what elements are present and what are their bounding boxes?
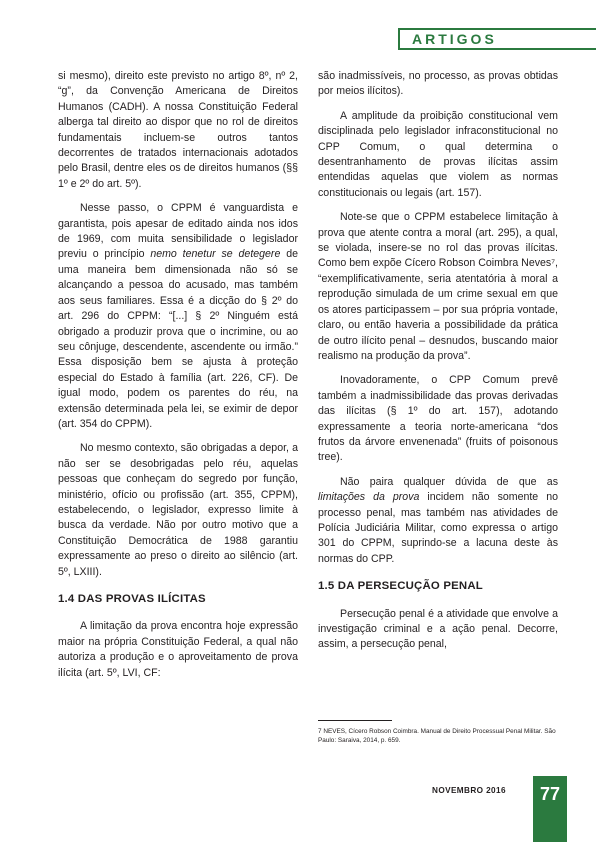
paragraph: são inadmissíveis, no processo, as provas obtidas por meios ilícitos). <box>318 70 558 98</box>
footnote-divider <box>318 720 392 721</box>
paragraph: Não paira qualquer dúvida de que as limitações da prova incidem não somente no processo penal, mas também nas atividades de Polícia Judiciária Militar, como expressa o artigo 301 do CPPM, suprindo-se a lacuna deste às normas do CPP. <box>318 475 558 565</box>
section-heading: 1.5 DA PERSECUÇÃO PENAL <box>318 580 483 593</box>
page-number-tab <box>533 776 567 842</box>
paragraph: Nesse passo, o CPPM é vanguardista e garantista, pois apesar de editado ainda nos idos de 1969, com muita sensibilidade o legislador previu o princípio nemo tenetur se detegere de uma maneira bem dimensionada não só se alcançando a pessoa do acusado, mas também aos seus familiares. Essa é a dicção do § 2º do art. 296 do CPPM: “[...] § 2º Ninguém está obrigado a produzir prova que o incrimine, ou ao seu cônjuge, descendente, ascendente ou irmão.” Essa disposição bem se ajusta à proteção especial do Estado à família (art. 226, CF). De igual modo, podem os parentes do réu, na extensão determinada pela lei, se eximir de depor (art. 354 do CPPM). <box>58 202 298 430</box>
paragraph: si mesmo), direito este previsto no artigo 8º, nº 2, “g”, da Convenção Americana de Direitos Humanos (CADH). A nossa Constituição Federal alberga tal direito ao dispor que no rol de direitos fundamentais incluem-se outros tantos decorrentes de tratados internacionais adotados pelo Brasil, dentre eles os de direitos humanos (§§ 1º e 2º do art. 5º). <box>58 70 298 190</box>
paragraph: No mesmo contexto, são obrigadas a depor, a não ser se desobrigadas pelo réu, aquelas pessoas que conheçam do segredo por função, ministério, ofício ou profissão (art. 355, CPPM), estabelecendo, o legislador, expresso limite à busca da verdade. Não por outro motivo que a Constituição Democrática de 1988 garantiu expressamente ao preso o direito ao silêncio (art. 5º, LXIII). <box>58 442 298 578</box>
page-number: 77 <box>539 784 561 804</box>
right-column <box>318 69 558 662</box>
section-title: ARTIGOS <box>412 31 497 47</box>
paragraph: Note-se que o CPPM estabelece limitação à prova que atente contra a moral (art. 295), a qual, se violada, insere-se no rol das provas ilícitas. Como bem expõe Cícero Robson Coimbra Neves⁷, “exemplificativamente, seria atentatória à moral a reprodução simulada de um crime sexual em que os atores participassem – por sua própria vontade, claro, ou então haveria a possibilidade da prática de outro ilícito penal – desnudos, buscando maior realismo na produção da prova”. <box>318 211 558 362</box>
footnote: 7 NEVES, Cícero Robson Coimbra. Manual de Direito Processual Penal Militar. São Paulo: Saraiva, 2014, p. 659. <box>318 728 556 744</box>
paragraph: Persecução penal é a atividade que envolve a investigação criminal e a ação penal. Decorre, assim, a persecução penal, <box>318 607 558 651</box>
paragraph: A limitação da prova encontra hoje expressão maior na própria Constituição Federal, a qual não autoriza a produção e o aproveitamento de prova ilícita (art. 5º, LVI, CF: <box>58 620 298 679</box>
issue-date: NOVEMBRO 2016 <box>432 786 506 795</box>
section-header <box>398 28 596 50</box>
section-heading: 1.4 DAS PROVAS ILÍCITAS <box>58 593 206 605</box>
latin-phrase: nemo tenetur se detegere <box>150 248 281 261</box>
emphasis: limitações da prova <box>318 491 420 504</box>
left-column <box>58 69 298 690</box>
paragraph: A amplitude da proibição constitucional vem disciplinada pelo legislador infraconstitucional no CPP Comum, o qual determina o desentranhamento de provas ilícitas assim entendidas aquelas que violem as normas constitucionais ou legais (art. 157). <box>318 109 558 199</box>
paragraph: Inovadoramente, o CPP Comum prevê também a inadmissibilidade das provas derivadas das ilícitas (§ 1º do art. 157), adotando expressamente a teoria norte-americana “dos frutos da árvore envenenada” (fruits of poisonous tree). <box>318 374 558 464</box>
